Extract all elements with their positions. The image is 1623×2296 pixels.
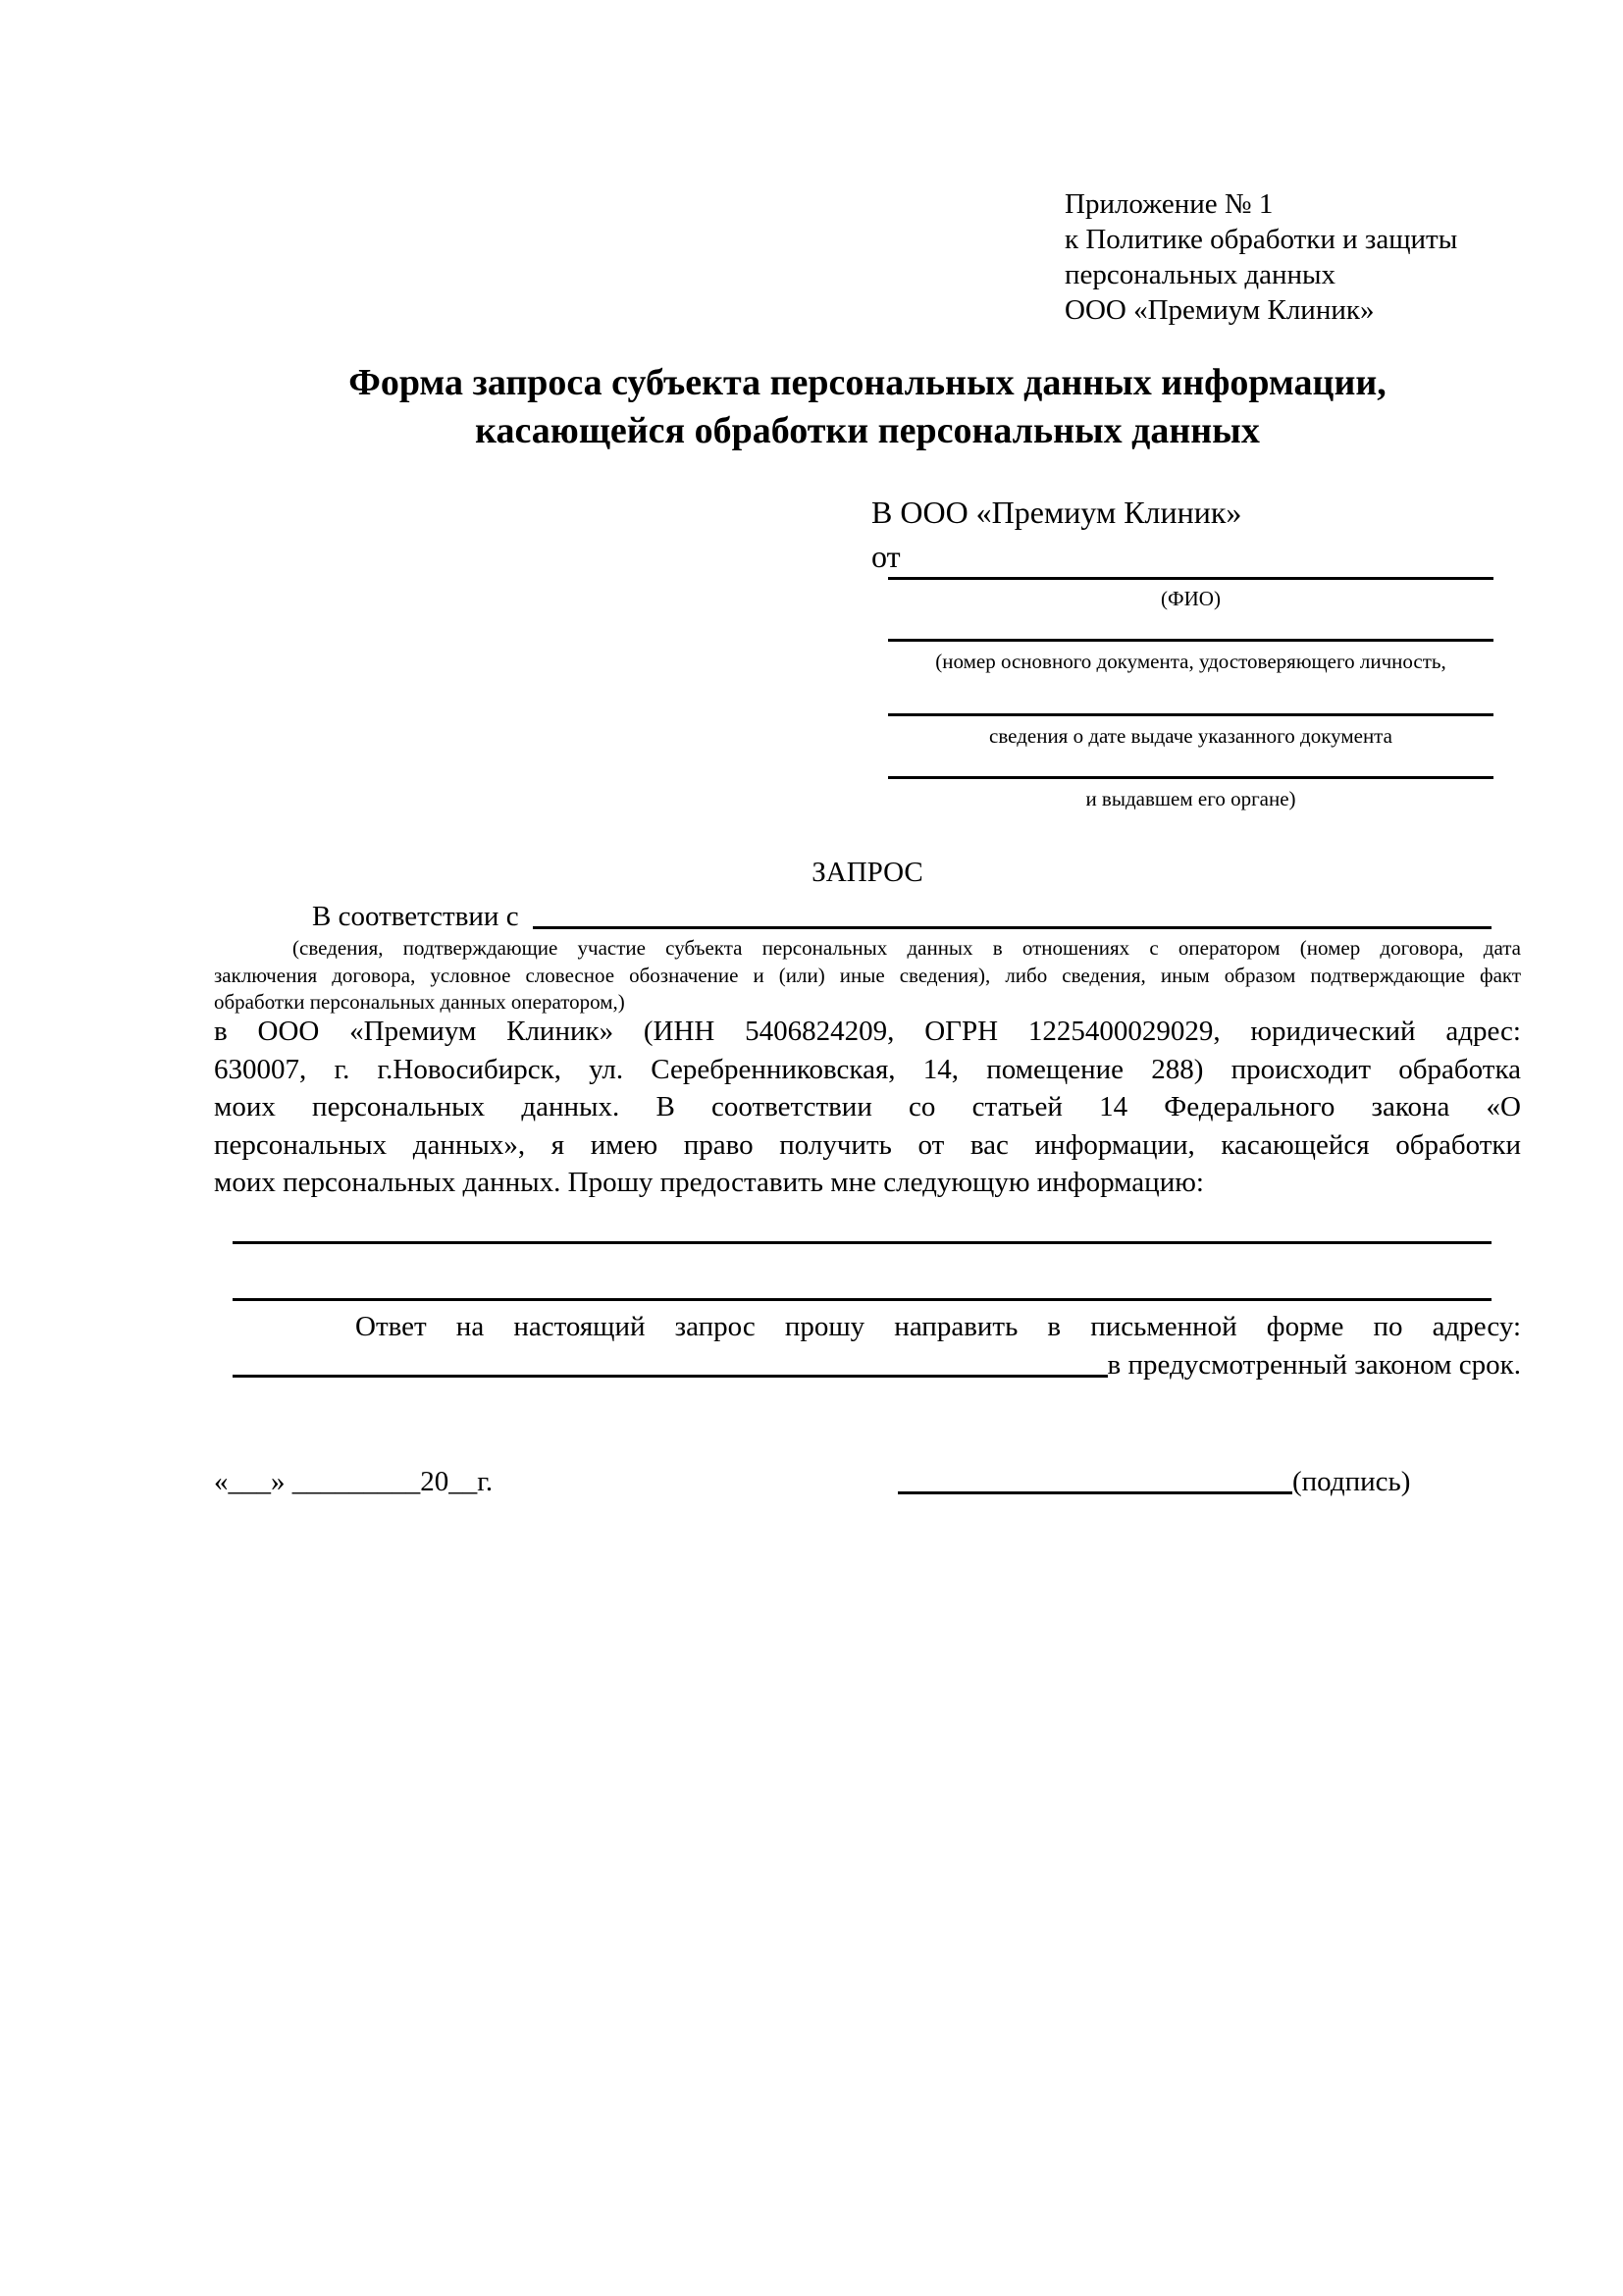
- document-number-write-line: [888, 639, 1493, 642]
- address-write-line: [233, 1346, 1108, 1379]
- answer-line-2: [233, 1346, 1521, 1384]
- answer-suffix: в предусмотренный законом срок.: [1107, 1348, 1521, 1381]
- answer-paragraph: [214, 1308, 1521, 1383]
- answer-line-1: Ответ на настоящий запрос прошу направить в письменной форме по адресу:: [355, 1311, 1521, 1342]
- info-write-line-2: [233, 1298, 1492, 1301]
- appendix-line-4: ООО «Премиум Клиник»: [1065, 294, 1375, 326]
- legend-line-1: (сведения, подтверждающие участие субъекта персональных данных в отношениях с оператором (номер договора, дата: [292, 936, 1521, 960]
- fio-caption: (ФИО): [1161, 587, 1221, 610]
- issuer-write-line: [888, 776, 1493, 779]
- intro-write-line: [533, 897, 1492, 929]
- request-heading: ЗАПРОС: [812, 857, 923, 888]
- page-title-line-2: касающейся обработки персональных данных: [475, 410, 1260, 451]
- appendix-line-1: Приложение № 1: [1065, 188, 1274, 220]
- legend-line-2: заключения договора, условное словесное обозначение и (или) иные сведения), либо сведения, иным образом подтверждающие факт: [214, 963, 1521, 987]
- issue-date-caption: сведения о дате выдаче указанного документа: [989, 724, 1392, 748]
- body-line-4: персональных данных», я имею право получить от вас информации, касающейся обработки: [214, 1128, 1521, 1161]
- legend-paragraph: [214, 935, 1521, 1017]
- body-line-3: моих персональных данных. В соответствии со статьей 14 Федерального закона «О: [214, 1091, 1521, 1123]
- body-line-2: 630007, г. г.Новосибирск, ул. Серебренниковская, 14, помещение 288) происходит обработка: [214, 1053, 1521, 1085]
- info-write-line-1: [233, 1241, 1492, 1244]
- addressee-block: [871, 491, 1499, 579]
- issue-date-write-line: [888, 713, 1493, 716]
- addressee-from-label: от: [871, 539, 901, 574]
- appendix-block: [1065, 186, 1526, 328]
- issuer-caption: и выдавшем его органе): [1085, 787, 1296, 810]
- fio-write-line: [888, 577, 1493, 580]
- page-title-line-1: Форма запроса субъекта персональных данных информации,: [348, 362, 1387, 403]
- date-line: «___» _________20__г.: [214, 1466, 494, 1497]
- addressee-to: В ООО «Премиум Клиник»: [871, 495, 1242, 530]
- intro-prefix: В соответствии с: [312, 901, 519, 932]
- signature-write-line: [898, 1462, 1292, 1494]
- legend-line-3: обработки персональных данных оператором,): [214, 990, 625, 1014]
- body-paragraph: [214, 1013, 1521, 1202]
- appendix-line-2: к Политике обработки и защиты: [1065, 224, 1458, 255]
- page-title: [214, 359, 1521, 455]
- body-line-1: в ООО «Премиум Клиник» (ИНН 5406824209, ОГРН 1225400029029, юридический адрес:: [214, 1016, 1521, 1047]
- intro-row: [214, 897, 1492, 936]
- document-number-caption: (номер основного документа, удостоверяющего личность,: [935, 650, 1446, 673]
- signature-caption: (подпись): [1292, 1466, 1411, 1497]
- body-line-5: моих персональных данных. Прошу предоставить мне следующую информацию:: [214, 1167, 1204, 1199]
- appendix-line-3: персональных данных: [1065, 259, 1336, 290]
- signature-block: [898, 1462, 1521, 1501]
